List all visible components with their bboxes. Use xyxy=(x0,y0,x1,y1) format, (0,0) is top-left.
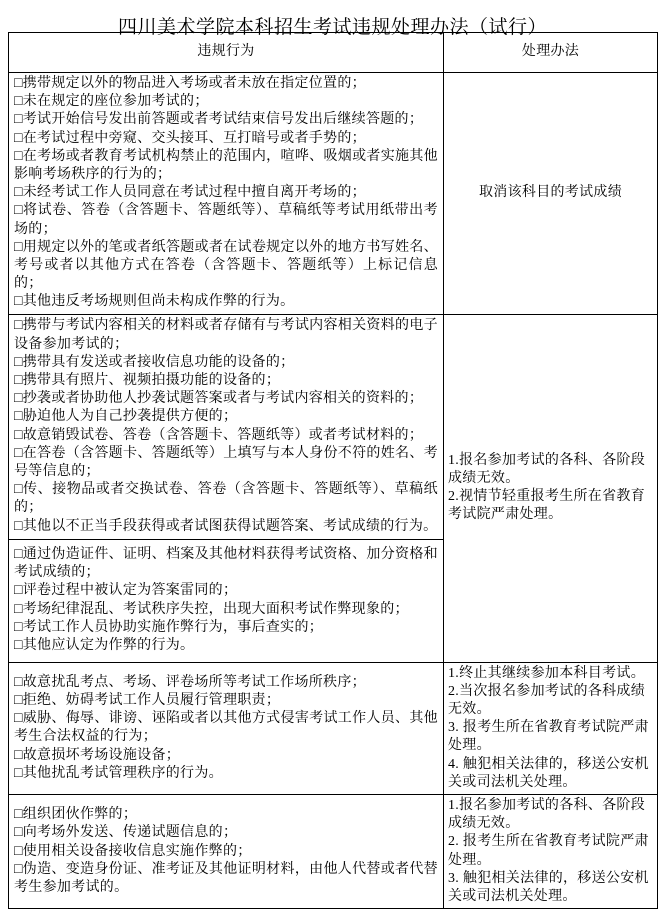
handling-cell-row4 xyxy=(444,662,658,794)
violation-item: □评卷过程中被认定为答案雷同的； xyxy=(14,583,238,599)
violation-item: □向考场外发送、传递试题信息的； xyxy=(14,825,238,841)
violation-item: □其他违反考场规则但尚未构成作弊的行为。 xyxy=(14,294,295,310)
violation-item: □携带具有发送或者接收信息功能的设备的； xyxy=(14,354,295,370)
table-row xyxy=(9,73,658,315)
violation-item: □在考试过程中旁窥、交头接耳、互打暗号或者手势的； xyxy=(14,130,366,146)
handling-line: 1.报名参加考试的各科、各阶段成绩无效。 xyxy=(448,798,645,832)
violation-rules-table xyxy=(8,32,658,909)
violation-item: □其他应认定为作弊的行为。 xyxy=(14,638,195,654)
handling-line: 3. 触犯相关法律的，移送公安机关或司法机关处理。 xyxy=(448,870,649,905)
column-header-violation: 违规行为 xyxy=(9,33,444,73)
violation-item: □用规定以外的笔或者纸答题或者在试卷规定以外的地方书写姓名、考号或者以其他方式在答卷（含答题卡、答题纸等）上标记信息的； xyxy=(14,239,438,292)
violation-item: □未在规定的座位参加考试的； xyxy=(14,94,209,110)
violation-item: □伪造、变造身份证、准考证及其他证明材料，由他人代替或者代替考生参加考试的。 xyxy=(14,861,438,895)
handling-line: 2.当次报名参加考试的各科成绩无效。 xyxy=(448,683,645,718)
violation-item: □故意扰乱考点、考场、评卷场所等考试工作场所秩序； xyxy=(14,674,366,690)
handling-line: 4. 触犯相关法律的，移送公安机关或司法机关处理。 xyxy=(448,756,649,790)
violation-item: □考试开始信号发出前答题或者考试结束信号发出后继续答题的； xyxy=(14,112,424,128)
violation-item: □胁迫他人为自己抄袭提供方便的； xyxy=(14,409,238,425)
violations-cell-row5 xyxy=(9,795,444,909)
table-row xyxy=(9,662,658,794)
handling-line: 3. 报考生所在省教育考试院严肃处理。 xyxy=(448,720,649,754)
handling-line: 2. 报考生所在省教育考试院严肃处理。 xyxy=(448,834,649,868)
handling-line: 1.终止其继续参加本科目考试。 xyxy=(448,665,645,681)
violation-item: □组织团伙作弊的； xyxy=(14,807,138,823)
table-row xyxy=(9,314,658,539)
violations-cell-row2 xyxy=(9,314,444,539)
violation-item: □在答卷（含答题卡、答题纸等）上填写与本人身份不符的姓名、考号等信息的； xyxy=(14,445,438,480)
handling-cell-rows2-3 xyxy=(444,314,658,662)
violation-item: □拒绝、妨碍考试工作人员履行管理职责； xyxy=(14,692,281,708)
violation-item: □将试卷、答卷（含答题卡、答题纸等）、草稿纸等考试用纸带出考场的； xyxy=(14,203,438,237)
handling-line: 2.视情节轻重报考生所在省教育考试院严肃处理。 xyxy=(448,489,645,523)
violation-item: □使用相关设备接收信息实施作弊的； xyxy=(14,843,252,859)
violation-item: □抄袭或者协助他人抄袭试题答案或者与考试内容相关的资料的； xyxy=(14,391,424,407)
violations-cell-row1 xyxy=(9,73,444,315)
violation-item: □威胁、侮辱、诽谤、诬陷或者以其他方式侵害考试工作人员、其他考生合法权益的行为； xyxy=(14,711,438,745)
handling-cell-row1: 取消该科目的考试成绩 xyxy=(444,73,658,315)
violation-item: □携带与考试内容相关的材料或者存储有与考试内容相关资料的电子设备参加考试的； xyxy=(14,318,438,352)
violation-item: □故意销毁试卷、答卷（含答题卡、答题纸等）或者考试材料的； xyxy=(14,427,424,443)
violations-cell-row3 xyxy=(9,539,444,662)
violation-item: □考试工作人员协助实施作弊行为，事后查实的； xyxy=(14,619,324,635)
violation-item: □未经考试工作人员同意在考试过程中擅自离开考场的； xyxy=(14,185,366,201)
table-row xyxy=(9,795,658,909)
violation-item: □在考场或者教育考试机构禁止的范围内，喧哗、吸烟或者实施其他影响考场秩序的行为的； xyxy=(14,148,438,183)
violations-cell-row4 xyxy=(9,662,444,794)
document-title: 四川美术学院本科招生考试违规处理办法（试行） xyxy=(117,17,547,38)
violation-item: □其他扰乱考试管理秩序的行为。 xyxy=(14,765,223,781)
column-header-handling: 处理办法 xyxy=(444,33,658,73)
violation-item: □携带具有照片、视频拍摄功能的设备的； xyxy=(14,373,281,389)
violation-item: □考场纪律混乱、考试秩序失控，出现大面积考试作弊现象的； xyxy=(14,601,409,617)
handling-line: 1.报名参加考试的各科、各阶段成绩无效。 xyxy=(448,452,645,486)
violation-item: □故意损坏考场设施设备； xyxy=(14,747,181,763)
handling-cell-row5 xyxy=(444,795,658,909)
violation-item: □通过伪造证件、证明、档案及其他材料获得考试资格、加分资格和考试成绩的； xyxy=(14,547,438,581)
violation-item: □携带规定以外的物品进入考场或者未放在指定位置的； xyxy=(14,76,366,91)
violation-item: □其他以不正当手段获得或者试图获得试题答案、考试成绩的行为。 xyxy=(14,518,438,534)
violation-item: □传、接物品或者交换试卷、答卷（含答题卡、答题纸等）、草稿纸的； xyxy=(14,482,438,516)
